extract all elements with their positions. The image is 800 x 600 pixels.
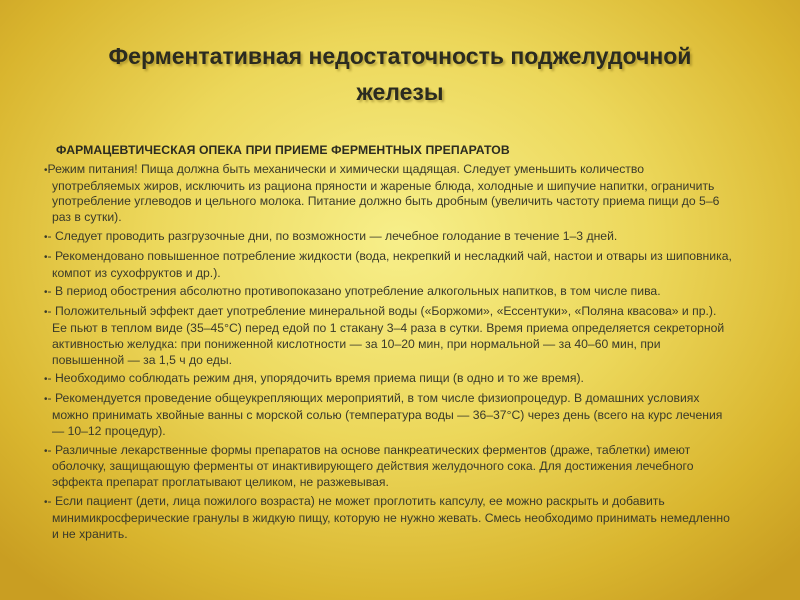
slide-body bbox=[44, 143, 734, 542]
section-heading: ФАРМАЦЕВТИЧЕСКАЯ ОПЕКА ПРИ ПРИЕМЕ ФЕРМЕНТНЫХ ПРЕПАРАТОВ bbox=[56, 143, 510, 157]
list-item bbox=[44, 162, 734, 226]
list-item bbox=[44, 443, 734, 491]
list-item-text: - Положительный эффект дает употребление минеральной воды («Боржоми», «Ессентуки», «Поляна квасова» и пр.). Ее пьют в теплом виде (35–45°С) перед едой по 1 стакану 3–4 раза в сутки. Время приема определяется секреторной активностью желудка: при пониженной кислотности — за 10–20 мин, при нормальной — за 40–60 мин, при повышенной — за 1,5 ч до еды. bbox=[47, 304, 725, 367]
list-item-text: - Если пациент (дети, лица пожилого возраста) не может проглотить капсулу, ее можно раскрыть и добавить минимикросферические гранулы в жидкую пищу, которую не нужно жевать. Смесь необходимо принимать немедленно и не хранить. bbox=[47, 493, 730, 541]
bullet-icon: • bbox=[44, 287, 48, 299]
bullet-icon: • bbox=[44, 496, 48, 508]
list-item-text: - Рекомендуется проведение общеукрепляющих мероприятий, в том числе физиопроцедур. В домашних условиях можно принимать хвойные ванны с морской солью (температура воды — 36–37°С) через день (всего на курс лечения — 10–12 процедур). bbox=[47, 391, 723, 438]
list-item bbox=[44, 371, 734, 388]
list-item-text: - В период обострения абсолютно противопоказано употребление алкогольных напитков, в том числе пива. bbox=[47, 284, 661, 299]
list-item bbox=[44, 249, 734, 282]
bullet-icon: • bbox=[44, 307, 48, 319]
list-item-text: - Следует проводить разгрузочные дни, по возможности — лечебное голодание в течение 1–3 дней. bbox=[47, 228, 618, 243]
bullet-icon: • bbox=[44, 394, 48, 406]
slide-title-line-2: железы bbox=[356, 79, 444, 105]
bullet-icon: • bbox=[44, 374, 48, 386]
list-item bbox=[44, 391, 734, 439]
bullet-icon: • bbox=[44, 231, 48, 243]
list-item-text: - Различные лекарственные формы препаратов на основе панкреатических ферментов (драже, таблетки) имеют оболочку, защищающую ферменты от инактивирующего действия желудочного сока. Для достижения лечебного эффекта препарат проглатывают целиком, не разжевывая. bbox=[47, 442, 694, 490]
bullet-icon: • bbox=[44, 164, 48, 176]
list-item bbox=[44, 284, 734, 301]
bullet-icon: • bbox=[44, 251, 48, 263]
list-item-text: - Рекомендовано повышенное потребление жидкости (вода, некрепкий и несладкий чай, настои и отвары из шиповника, компот из сухофруктов и др.). bbox=[47, 248, 732, 280]
list-item-text: - Необходимо соблюдать режим дня, упорядочить время приема пищи (в одно и то же время). bbox=[47, 371, 584, 386]
slide-title bbox=[40, 38, 760, 110]
list-item bbox=[44, 304, 734, 368]
list-item bbox=[44, 494, 734, 542]
list-item bbox=[44, 229, 734, 246]
list-item-text: Режим питания! Пища должна быть механически и химически щадящая. Следует уменьшить количество употребляемых жиров, исключить из рациона пряности и жареные блюда, холодные и шипучие напитки, ограничить употребление углеводов и цельного молока. Питание должно быть дробным (увеличить частоту приема пищи до 5–6 раз в сутки). bbox=[47, 161, 720, 225]
slide-title-line-1: Ферментативная недостаточность поджелудочной bbox=[108, 43, 692, 69]
bullet-icon: • bbox=[44, 445, 48, 457]
